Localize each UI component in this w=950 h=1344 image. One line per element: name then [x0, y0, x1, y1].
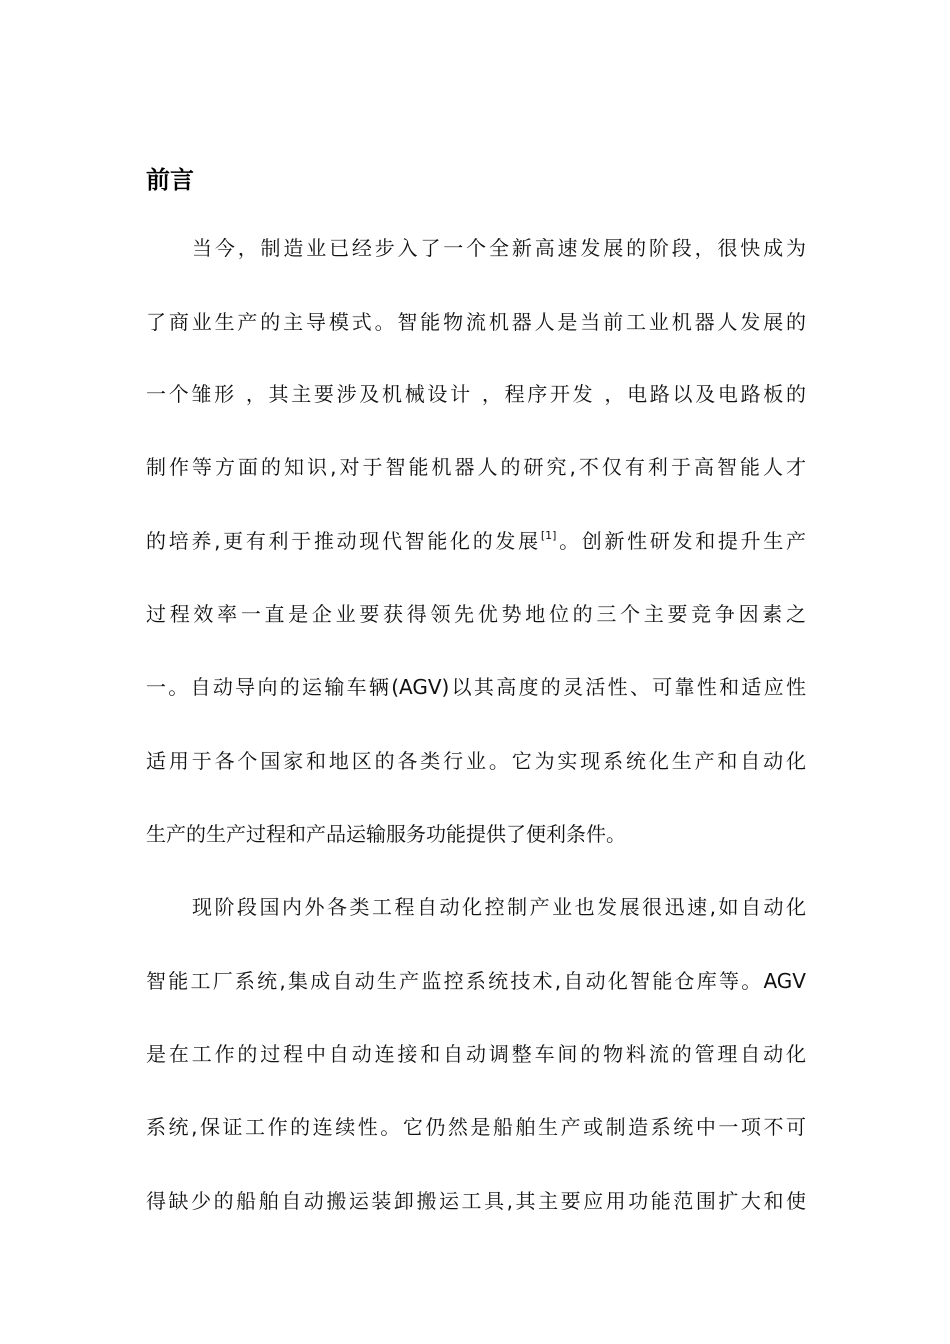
- paragraph-1-line-2: 了商业生产的主导模式。智能物流机器人是当前工业机器人发展的: [146, 310, 806, 334]
- paragraph-1-line-1: 当今，制造业已经步入了一个全新高速发展的阶段，很快成为: [192, 236, 806, 260]
- paragraph-2-line-4: 系统,保证工作的连续性。它仍然是船舶生产或制造系统中一项不可: [146, 1115, 806, 1139]
- paragraph-1-line-9: 生产的生产过程和产品运输服务功能提供了便利条件。: [146, 822, 626, 846]
- paragraph-1-line-5: [146, 521, 806, 561]
- paragraph-1-line-5-text: 的培养,更有利于推动现代智能化的发展: [146, 529, 541, 553]
- paragraph-2-line-2: 智能工厂系统,集成自动生产监控系统技术,自动化智能仓库等。AGV: [146, 969, 806, 993]
- paragraph-1-line-3: 一个雏形 ，其主要涉及机械设计 ，程序开发 ，电路以及电路板的: [146, 382, 806, 406]
- section-heading: 前言: [146, 165, 194, 194]
- paragraph-1-line-8: 适用于各个国家和地区的各类行业。它为实现系统化生产和自动化: [146, 749, 806, 773]
- paragraph-1-line-7: 一。自动导向的运输车辆(AGV)以其高度的灵活性、可靠性和适应性: [146, 675, 806, 699]
- paragraph-1-line-4: 制作等方面的知识,对于智能机器人的研究,不仅有利于高智能人才: [146, 455, 806, 479]
- citation-marker: [1]: [540, 529, 557, 542]
- paragraph-1-line-5-text-after: 。创新性研发和提升生产: [556, 529, 806, 553]
- paragraph-2-line-1: 现阶段国内外各类工程自动化控制产业也发展很迅速,如自动化: [192, 895, 806, 919]
- paragraph-2-line-5: 得缺少的船舶自动搬运装卸搬运工具,其主要应用功能范围扩大和使: [146, 1189, 806, 1213]
- paragraph-1-line-6: 过程效率一直是企业要获得领先优势地位的三个主要竞争因素之: [146, 602, 806, 626]
- paragraph-2-line-3: 是在工作的过程中自动连接和自动调整车间的物料流的管理自动化: [146, 1042, 806, 1066]
